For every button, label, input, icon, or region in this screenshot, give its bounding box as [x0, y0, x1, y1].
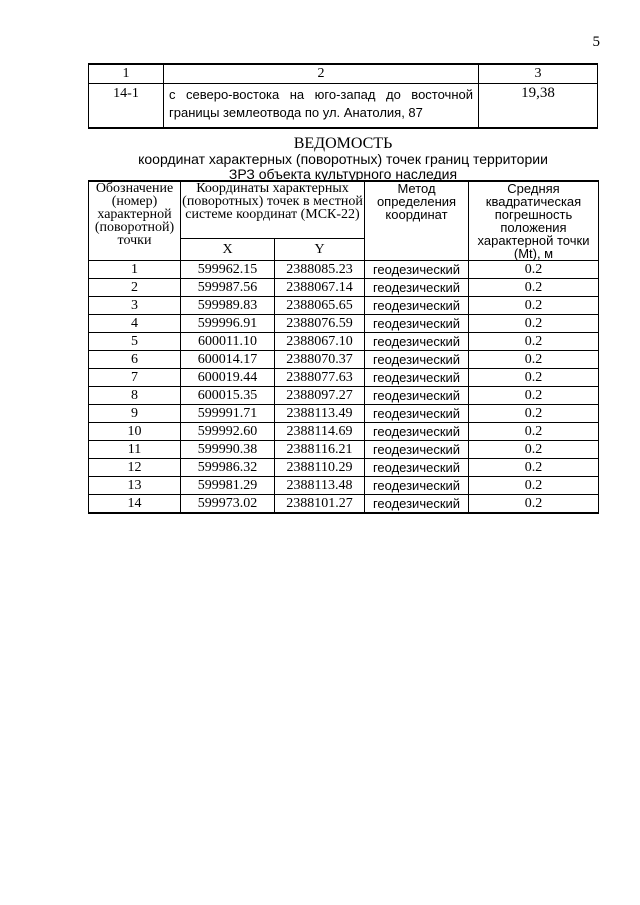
table-row [89, 279, 599, 297]
document-heading [88, 136, 598, 182]
table-row [89, 423, 599, 441]
coord-y: 2388113.48 [275, 477, 365, 495]
coord-x: 599990.38 [181, 441, 275, 459]
table-row [89, 369, 599, 387]
coord-x: 599991.71 [181, 405, 275, 423]
mean-error: 0.2 [469, 459, 599, 477]
coord-x: 599989.83 [181, 297, 275, 315]
coord-x: 599962.15 [181, 261, 275, 279]
coord-y: 2388067.14 [275, 279, 365, 297]
coord-y: 2388101.27 [275, 495, 365, 514]
table-header-row [89, 181, 599, 238]
page-title: ВЕДОМОСТЬ [293, 135, 393, 152]
coord-x: 599992.60 [181, 423, 275, 441]
point-number: 1 [89, 261, 181, 279]
point-number: 4 [89, 315, 181, 333]
mean-error: 0.2 [469, 405, 599, 423]
table-row [89, 84, 598, 129]
coord-y: 2388113.49 [275, 405, 365, 423]
segment-point: 14-1 [89, 84, 164, 129]
coord-x: 599981.29 [181, 477, 275, 495]
coordinates-table [88, 180, 599, 514]
coord-x: 599973.02 [181, 495, 275, 514]
table-row [89, 351, 599, 369]
coord-y: 2388097.27 [275, 387, 365, 405]
table-row [89, 297, 599, 315]
boundary-description-table [88, 63, 598, 129]
mean-error: 0.2 [469, 441, 599, 459]
method: геодезический [365, 477, 469, 495]
segment-description: с северо-востока на юго-запад до восточной границы землеотвода по ул. Анатолия, 87 [164, 84, 479, 129]
mean-error: 0.2 [469, 495, 599, 514]
point-number: 11 [89, 441, 181, 459]
point-number: 14 [89, 495, 181, 514]
method: геодезический [365, 369, 469, 387]
table-row [89, 261, 599, 279]
table-row [89, 387, 599, 405]
table-header-row [89, 64, 598, 84]
table-row [89, 333, 599, 351]
method: геодезический [365, 441, 469, 459]
coord-x: 599986.32 [181, 459, 275, 477]
method: геодезический [365, 351, 469, 369]
coord-y: 2388114.69 [275, 423, 365, 441]
header-y: Y [275, 238, 365, 260]
mean-error: 0.2 [469, 315, 599, 333]
table-row [89, 459, 599, 477]
segment-length: 19,38 [479, 84, 598, 129]
mean-error: 0.2 [469, 261, 599, 279]
coord-y: 2388076.59 [275, 315, 365, 333]
method: геодезический [365, 279, 469, 297]
coord-x: 599987.56 [181, 279, 275, 297]
point-number: 10 [89, 423, 181, 441]
mean-error: 0.2 [469, 297, 599, 315]
column-number-3: 3 [479, 64, 598, 84]
point-number: 5 [89, 333, 181, 351]
coordinates-table-body [89, 261, 599, 514]
coord-x: 600014.17 [181, 351, 275, 369]
point-number: 12 [89, 459, 181, 477]
column-number-2: 2 [164, 64, 479, 84]
mean-error: 0.2 [469, 369, 599, 387]
page-number: 5 [592, 34, 600, 50]
coord-x: 600015.35 [181, 387, 275, 405]
coord-y: 2388116.21 [275, 441, 365, 459]
coord-y: 2388065.65 [275, 297, 365, 315]
point-number: 3 [89, 297, 181, 315]
mean-error: 0.2 [469, 351, 599, 369]
coord-x: 599996.91 [181, 315, 275, 333]
table-row [89, 477, 599, 495]
method: геодезический [365, 297, 469, 315]
method: геодезический [365, 261, 469, 279]
column-number-1: 1 [89, 64, 164, 84]
heading-subtitle-line1: координат характерных (поворотных) точек границ территории [138, 151, 548, 167]
coord-y: 2388077.63 [275, 369, 365, 387]
method: геодезический [365, 333, 469, 351]
method: геодезический [365, 423, 469, 441]
header-coordinates: Координаты характерных (поворотных) точек в местной системе координат (МСК-22) [181, 181, 365, 238]
table-row [89, 495, 599, 514]
point-number: 9 [89, 405, 181, 423]
point-number: 13 [89, 477, 181, 495]
mean-error: 0.2 [469, 387, 599, 405]
mean-error: 0.2 [469, 423, 599, 441]
header-method: Метод определения координат [365, 181, 469, 261]
coord-x: 600011.10 [181, 333, 275, 351]
mean-error: 0.2 [469, 333, 599, 351]
mean-error: 0.2 [469, 279, 599, 297]
heading-subtitle-line2: ЗРЗ объекта культурного наследия [228, 166, 458, 182]
method: геодезический [365, 405, 469, 423]
header-mean-error: Средняя квадратическая погрешность положения характерной точки (Mt), м [469, 181, 599, 261]
table-row [89, 441, 599, 459]
coord-x: 600019.44 [181, 369, 275, 387]
point-number: 8 [89, 387, 181, 405]
point-number: 7 [89, 369, 181, 387]
method: геодезический [365, 495, 469, 514]
mean-error: 0.2 [469, 477, 599, 495]
method: геодезический [365, 387, 469, 405]
table-row [89, 405, 599, 423]
table-row [89, 315, 599, 333]
method: геодезический [365, 315, 469, 333]
coord-y: 2388067.10 [275, 333, 365, 351]
method: геодезический [365, 459, 469, 477]
coord-y: 2388110.29 [275, 459, 365, 477]
coord-y: 2388085.23 [275, 261, 365, 279]
coord-y: 2388070.37 [275, 351, 365, 369]
point-number: 6 [89, 351, 181, 369]
header-point-id: Обозначение (номер) характерной (поворотной) точки [89, 181, 181, 261]
header-x: X [181, 238, 275, 260]
point-number: 2 [89, 279, 181, 297]
